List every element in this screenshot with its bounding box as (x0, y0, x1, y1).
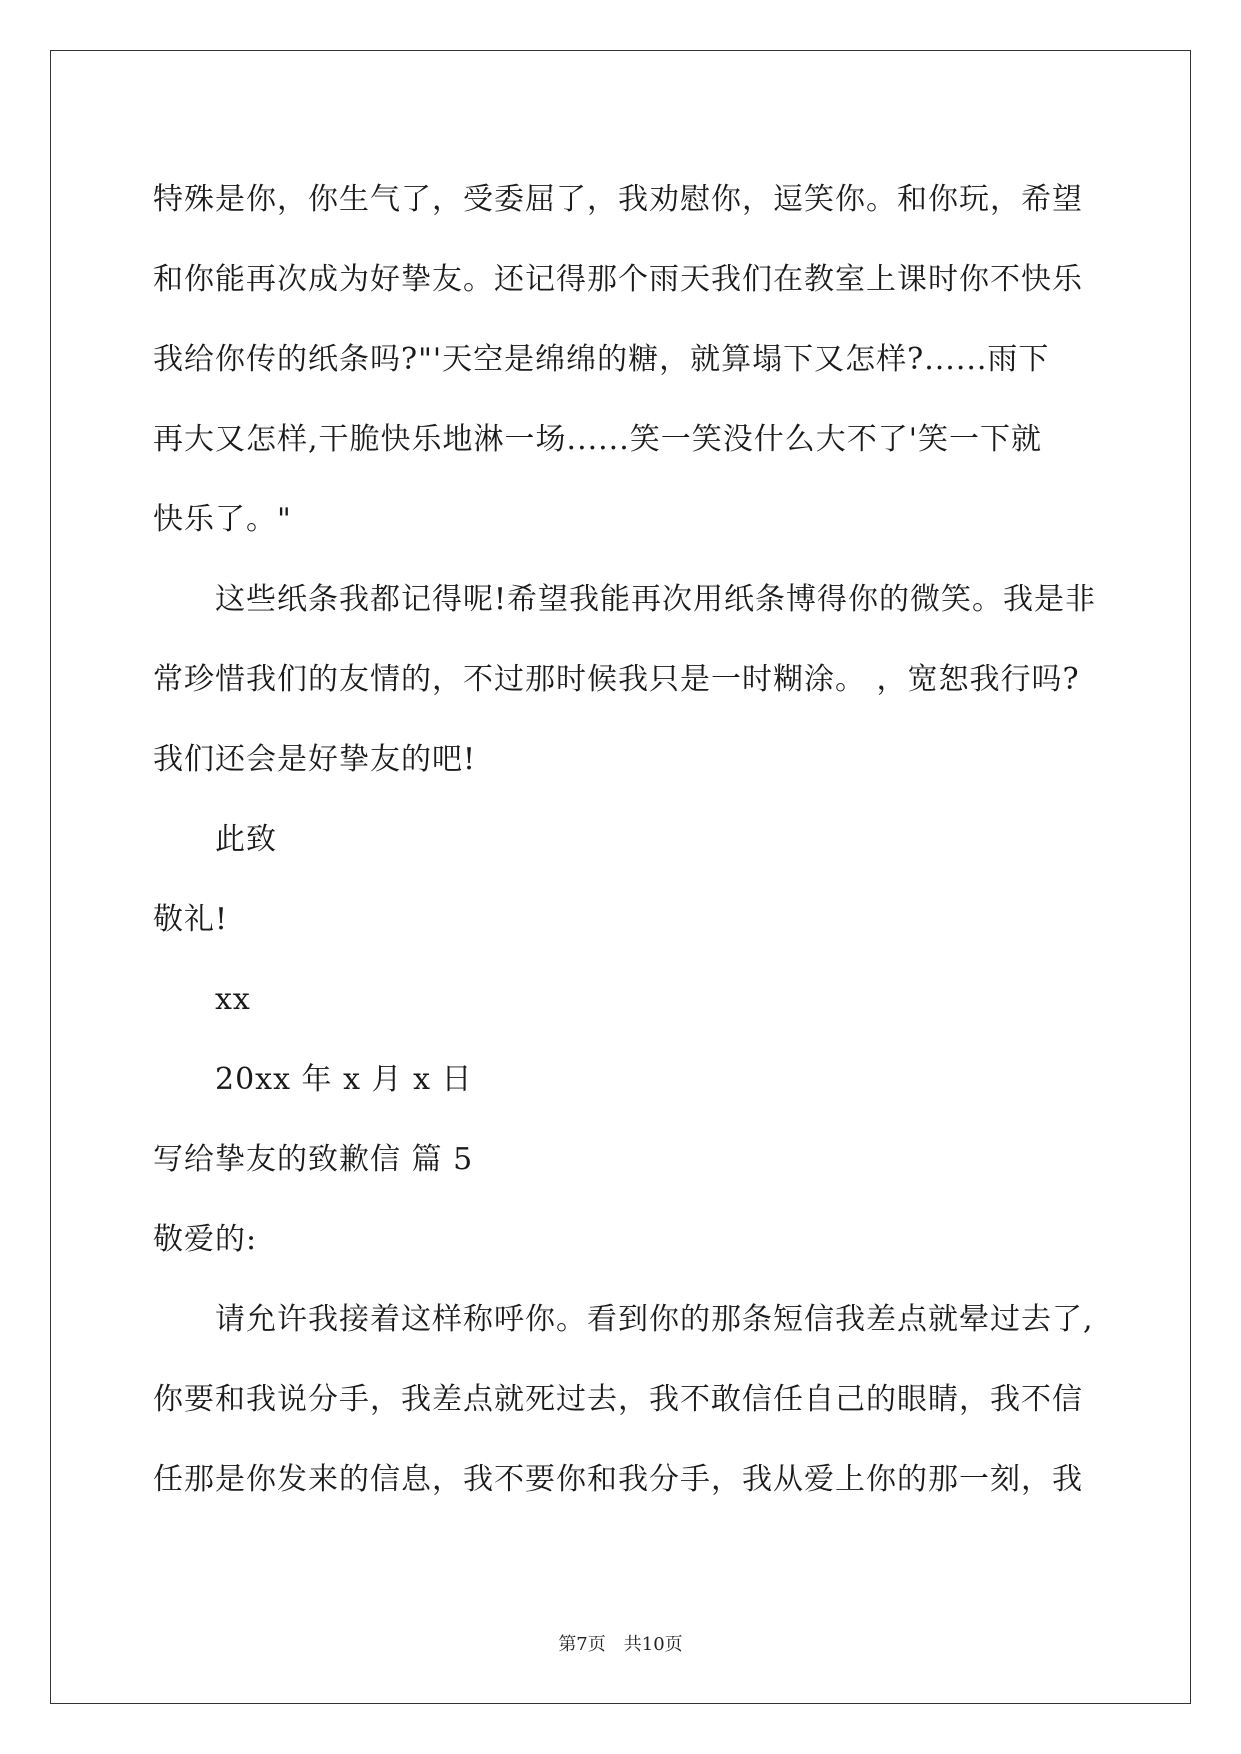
text-line: 再大又怎样,干脆快乐地淋一场......笑一笑没什么大不了'笑一下就 (153, 422, 1042, 457)
paragraph-start-line: 请允许我接着这样称呼你。看到你的那条短信我差点就晕过去了, (215, 1302, 1094, 1337)
page-total: 共10页 (623, 1634, 683, 1655)
text-line: 你要和我说分手，我差点就死过去，我不敢信任自己的眼睛，我不信 (153, 1382, 1083, 1417)
text-line: 和你能再次成为好挚友。还记得那个雨天我们在教室上课时你不快乐 (153, 262, 1083, 297)
text-line: 任那是你发来的信息，我不要你和我分手，我从爱上你的那一刻，我 (153, 1462, 1083, 1497)
page-number: 第7页 (558, 1634, 606, 1655)
signature-name: xx (215, 982, 251, 1017)
page-footer (0, 1630, 1241, 1656)
closing-regards: 敬礼! (153, 902, 229, 937)
greeting: 敬爱的: (153, 1222, 258, 1257)
text-line: 我给你传的纸条吗?"'天空是绵绵的糖，就算塌下又怎样?......雨下 (153, 342, 1050, 377)
text-line: 常珍惜我们的友情的，不过那时候我只是一时糊涂。 ，宽恕我行吗? (153, 662, 1080, 697)
text-line: 我们还会是好挚友的吧! (153, 742, 477, 777)
text-line: 快乐了。" (153, 502, 292, 537)
signature-date: 20xx 年 x 月 x 日 (215, 1062, 473, 1097)
document-body (153, 160, 1097, 1520)
paragraph-start-line: 这些纸条我都记得呢!希望我能再次用纸条博得你的微笑。我是非 (215, 582, 1097, 617)
closing-salutation: 此致 (215, 822, 277, 857)
text-line: 特殊是你，你生气了，受委屈了，我劝慰你，逗笑你。和你玩，希望 (153, 182, 1083, 217)
section-title: 写给挚友的致歉信 篇 5 (153, 1142, 474, 1177)
